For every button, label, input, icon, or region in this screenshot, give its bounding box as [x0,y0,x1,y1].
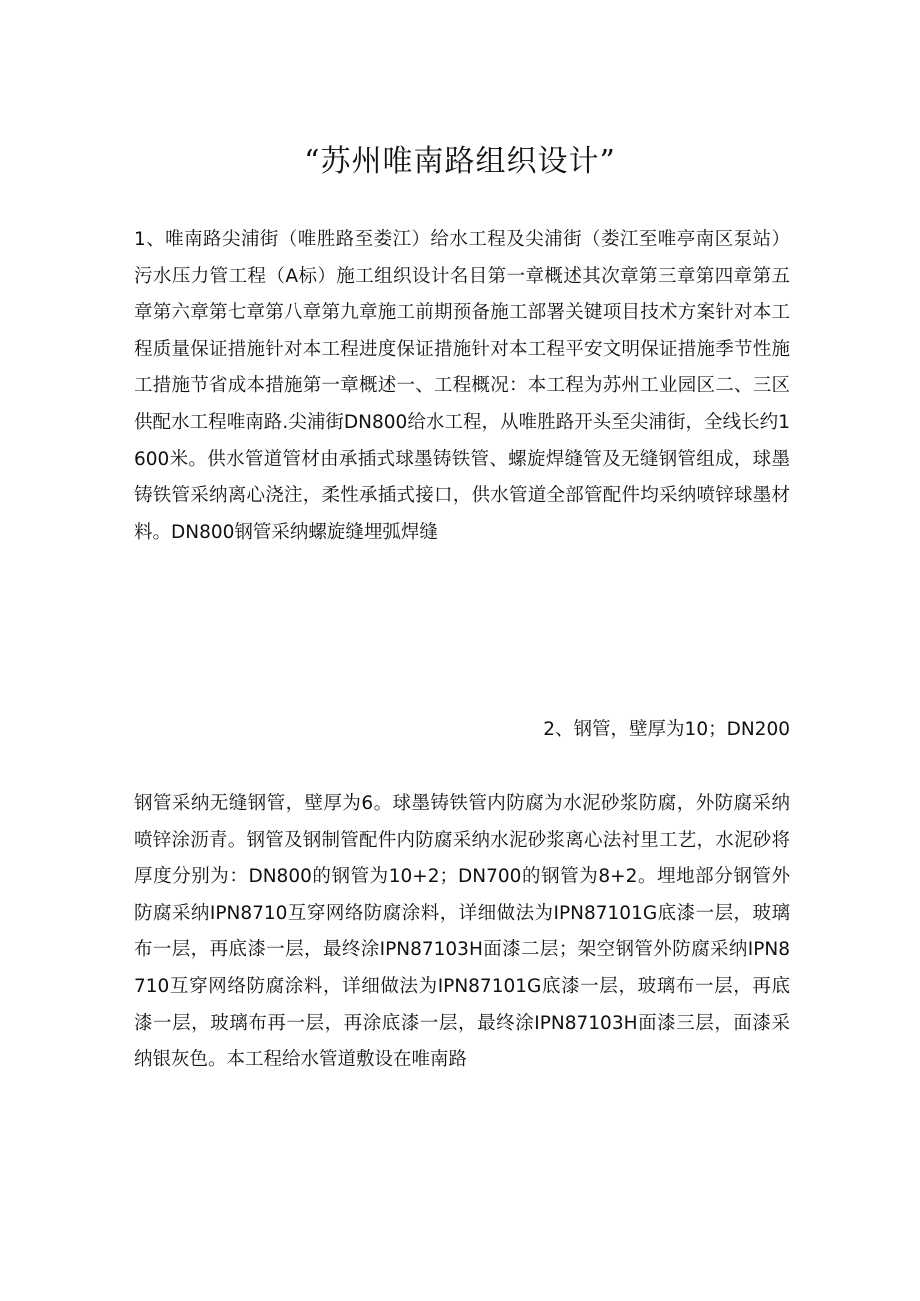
document-title: “苏州唯南路组织设计” [304,144,616,179]
paragraph-3: 钢管采纳无缝钢管，壁厚为6。球墨铸铁管内防腐为水泥砂浆防腐，外防腐采纳喷锌涂沥青。钢管及钢制管配件内防腐采纳水泥砂浆离心法衬里工艺，水泥砂将厚度分别为：DN800的钢管为10+2；DN700的钢管为8+2。埋地部分钢管外防腐采纳IPN8710互穿网络防腐涂料，详细做法为IPN87101G底漆一层，玻璃布一层，再底漆一层，最终涂IPN87103H面漆二层；架空钢管外防腐采纳IPN8710互穿网络防腐涂料，详细做法为IPN87101G底漆一层，玻璃布一层，再底漆一层，玻璃布再一层，再涂底漆一层，最终涂IPN87103H面漆三层，面漆采纳银灰色。本工程给水管道敷设在唯南路 [134,793,790,1071]
paragraph-1: 1、唯南路尖浦街（唯胜路至娄江）给水工程及尖浦街（娄江至唯亭南区泵站）污水压力管工程（A标）施工组织设计名目第一章概述其次章第三章第四章第五章第六章第七章第八章第九章施工前期预备施工部署关键项目技术方案针对本工程质量保证措施针对本工程进度保证措施针对本工程平安文明保证措施季节性施工措施节省成本措施第一章概述一、工程概况：本工程为苏州工业园区二、三区供配水工程唯南路.尖浦街DN800给水工程，从唯胜路开头至尖浦街，全线长约1600米。供水管道管材由承插式球墨铸铁管、螺旋焊缝管及无缝钢管组成，球墨铸铁管采纳离心浇注，柔性承插式接口，供水管道全部管配件均采纳喷锌球墨材料。DN800钢管采纳螺旋缝埋弧焊缝 [134,229,790,543]
paragraph-2: 2、钢管，壁厚为10；DN200 [543,719,790,740]
